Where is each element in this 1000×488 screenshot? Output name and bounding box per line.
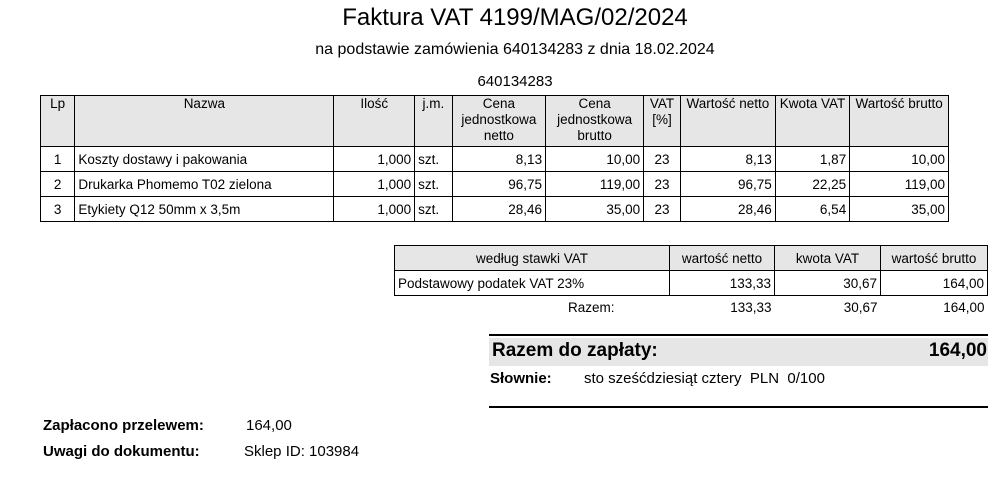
document-notes-label: Uwagi do dokumentu: bbox=[43, 443, 200, 460]
col-header-unit: j.m. bbox=[415, 96, 453, 147]
cell-unit: szt. bbox=[415, 147, 453, 172]
col-header-gross-price: Cena jednostkowa brutto bbox=[546, 96, 644, 147]
cell-qty: 1,000 bbox=[334, 197, 415, 222]
cell-vat-amount: 22,25 bbox=[775, 172, 849, 197]
cell-net-value: 8,13 bbox=[680, 147, 775, 172]
cell-gross-price: 35,00 bbox=[546, 197, 644, 222]
col-header-vat-rate: VAT [%] bbox=[644, 96, 681, 147]
col-header-net: wartość netto bbox=[670, 246, 775, 271]
cell-lp: 1 bbox=[41, 147, 75, 172]
col-header-net-price: Cena jednostkowa netto bbox=[452, 96, 545, 147]
cell-net-price: 8,13 bbox=[452, 147, 545, 172]
cell-qty: 1,000 bbox=[334, 172, 415, 197]
paid-by-transfer-label: Zapłacono przelewem: bbox=[43, 417, 204, 434]
col-header-vat: kwota VAT bbox=[775, 246, 881, 271]
cell-lp: 2 bbox=[41, 172, 75, 197]
total-to-pay-value: 164,00 bbox=[928, 340, 987, 361]
cell-name: Etykiety Q12 50mm x 3,5m bbox=[75, 197, 334, 222]
cell-net-price: 28,46 bbox=[452, 197, 545, 222]
vat-summary-table bbox=[394, 245, 988, 318]
vat-total-gross: 164,00 bbox=[943, 299, 985, 315]
amount-in-words-label: Słownie: bbox=[490, 370, 552, 387]
col-header-gross-value: Wartość brutto bbox=[850, 96, 949, 147]
col-header-gross: wartość brutto bbox=[881, 246, 988, 271]
cell-qty: 1,000 bbox=[334, 147, 415, 172]
table-row bbox=[41, 172, 949, 197]
table-row bbox=[41, 147, 949, 172]
vat-total-label: Razem: bbox=[567, 299, 615, 315]
vat-amount: 30,67 bbox=[775, 271, 881, 296]
cell-vat-rate: 23 bbox=[644, 147, 681, 172]
cell-vat-amount: 1,87 bbox=[775, 147, 849, 172]
invoice-title: Faktura VAT 4199/MAG/02/2024 bbox=[342, 4, 688, 31]
vat-gross: 164,00 bbox=[881, 271, 988, 296]
cell-net-value: 28,46 bbox=[680, 197, 775, 222]
cell-unit: szt. bbox=[415, 197, 453, 222]
cell-lp: 3 bbox=[41, 197, 75, 222]
vat-total-net: 133,33 bbox=[730, 299, 772, 315]
cell-net-value: 96,75 bbox=[680, 172, 775, 197]
amount-in-words-value: sto sześćdziesiąt cztery PLN 0/100 bbox=[584, 370, 825, 387]
items-table bbox=[40, 95, 949, 222]
vat-total-row bbox=[395, 296, 988, 319]
order-number: 640134283 bbox=[477, 73, 553, 90]
col-header-net-value: Wartość netto bbox=[680, 96, 775, 147]
divider bbox=[489, 406, 988, 408]
paid-by-transfer-value: 164,00 bbox=[246, 417, 292, 434]
vat-rate-label: Podstawowy podatek VAT 23% bbox=[395, 271, 670, 296]
col-header-lp: Lp bbox=[41, 96, 75, 147]
cell-net-price: 96,75 bbox=[452, 172, 545, 197]
cell-unit: szt. bbox=[415, 172, 453, 197]
order-reference: na podstawie zamówienia 640134283 z dnia 18.02.2024 bbox=[315, 41, 715, 58]
items-header-row bbox=[41, 96, 949, 147]
col-header-vat-amount: Kwota VAT bbox=[775, 96, 849, 147]
cell-gross-value: 10,00 bbox=[850, 147, 949, 172]
cell-gross-value: 35,00 bbox=[850, 197, 949, 222]
table-row bbox=[395, 271, 988, 296]
cell-name: Koszty dostawy i pakowania bbox=[75, 147, 334, 172]
document-notes-value: Sklep ID: 103984 bbox=[244, 443, 360, 460]
cell-gross-value: 119,00 bbox=[850, 172, 949, 197]
table-row bbox=[41, 197, 949, 222]
vat-total-vat: 30,67 bbox=[843, 299, 878, 315]
vat-header-row bbox=[395, 246, 988, 271]
total-to-pay-label: Razem do zapłaty: bbox=[492, 340, 658, 361]
cell-name: Drukarka Phomemo T02 zielona bbox=[75, 172, 334, 197]
cell-gross-price: 10,00 bbox=[546, 147, 644, 172]
cell-vat-rate: 23 bbox=[644, 197, 681, 222]
col-header-name: Nazwa bbox=[75, 96, 334, 147]
col-header-qty: Ilość bbox=[334, 96, 415, 147]
cell-gross-price: 119,00 bbox=[546, 172, 644, 197]
vat-net: 133,33 bbox=[670, 271, 775, 296]
col-header-vat-rate-group: według stawki VAT bbox=[395, 246, 670, 271]
divider bbox=[489, 334, 988, 336]
cell-vat-rate: 23 bbox=[644, 172, 681, 197]
cell-vat-amount: 6,54 bbox=[775, 197, 849, 222]
